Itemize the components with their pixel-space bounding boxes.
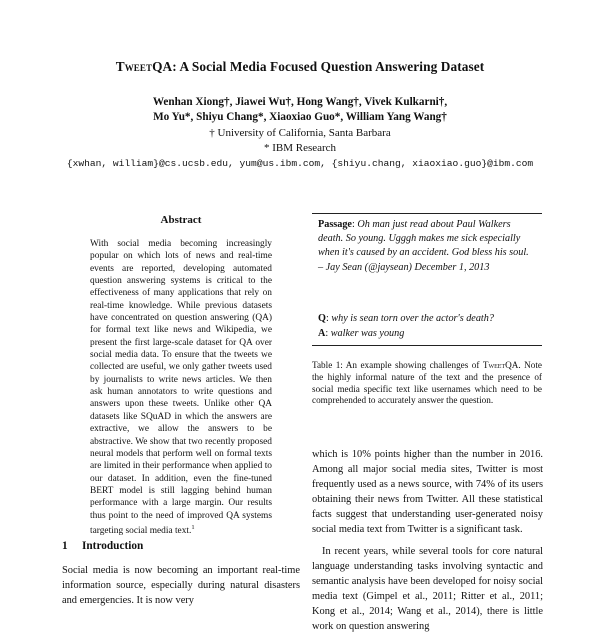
- author-list: [0, 95, 600, 125]
- affiliation-ibm: * IBM Research: [263, 142, 337, 154]
- table-caption: Table 1: An example showing challenges of TweetQA. Note the highly informal nature of the text and the presence of social media specific text like usernames which need to be comprehended to accurately answer the question.: [312, 360, 542, 406]
- answer-label: A: [318, 328, 326, 339]
- example-answer: A: walker was young: [318, 328, 405, 339]
- section-heading-introduction: [62, 540, 302, 552]
- right-column-body: [312, 447, 543, 634]
- author-line-2: Mo Yu*, Shiyu Chang*, Xiaoxiao Guo*, William Yang Wang†: [153, 111, 447, 123]
- question-label: Q: [318, 313, 326, 324]
- author-line-1: Wenhan Xiong†, Jiawei Wu†, Hong Wang†, Vivek Kulkarni†,: [152, 96, 448, 108]
- affiliation-ucsb: † University of California, Santa Barbara: [209, 127, 391, 139]
- author-emails: {xwhan, william}@cs.ucsb.edu, yum@us.ibm.com, {shiyu.chang, xiaoxiao.guo}@ibm.com: [66, 158, 534, 169]
- passage-label: Passage: [318, 219, 352, 230]
- question-text: why is sean torn over the actor's death?: [331, 313, 494, 324]
- section-title: Introduction: [82, 540, 144, 552]
- footnote-mark: 1: [191, 523, 195, 531]
- abstract-heading: Abstract: [160, 214, 202, 226]
- abstract-body: [90, 238, 272, 537]
- abstract-text: With social media becoming increasingly popular on which lots of news and real-time events are reported, developing automated question answering systems is critical to the effectiveness of many applications that rely on real-time knowledge. While previous datasets have concentrated on question answering (QA) for formal text like news and Wikipedia, we present the first large-scale dataset for QA over social media data. To ensure that the tweets we collected are useful, we only gather tweets used by journalists to write news articles. We then ask human annotators to write questions and answers upon these tweets. Unlike other QA datasets like SQuAD in which the answers are extractive, we allow the answers to be abstractive. We show that two recently proposed neural models that perform well on formal texts are limited in their performance when applied to our dataset. In addition, even the fine-tuned BERT model is still lagging behind human performance with a large margin. Our results thus point to the need of improved QA systems targeting social media text.: [90, 239, 272, 537]
- example-table: [312, 213, 542, 346]
- example-passage: Passage: Oh man just read about Paul Walkers death. So young. Ugggh makes me sick especially when it's caused by an accident. God bless his soul. – Jay Sean (@jaysean) December 1, 2013: [318, 219, 529, 273]
- passage-text: Oh man just read about Paul Walkers death. So young. Ugggh makes me sick especially when it's caused by an accident. God bless his soul. – Jay Sean (@jaysean) December 1, 2013: [318, 219, 529, 273]
- introduction-text: Social media is now becoming an important real-time information source, especially during natural disasters and emergencies. It is now very: [62, 565, 300, 606]
- paper-title: TweetQA: A Social Media Focused Question Answering Dataset: [115, 59, 485, 74]
- paragraph-1: which is 10% points higher than the number in 2016. Among all major social media sites, Twitter is most frequently used as a news source, with 74% of its users obtaining their news from Twitter. All these statistical facts suggest that understanding user-generated noisy social media text from Twitter is a significant task.: [312, 449, 543, 535]
- answer-text: walker was young: [330, 328, 405, 339]
- section-number: 1: [62, 540, 68, 552]
- paragraph-2: In recent years, while several tools for core natural language understanding tasks involving syntactic and semantic analysis have been developed for noisy social media text (Gimpel et al., 2011; Ritter et al., 2011; Kong et al., 2014; Wang et al., 2014), there is little work on question answering: [312, 546, 543, 632]
- example-question: Q: why is sean torn over the actor's death?: [318, 313, 494, 324]
